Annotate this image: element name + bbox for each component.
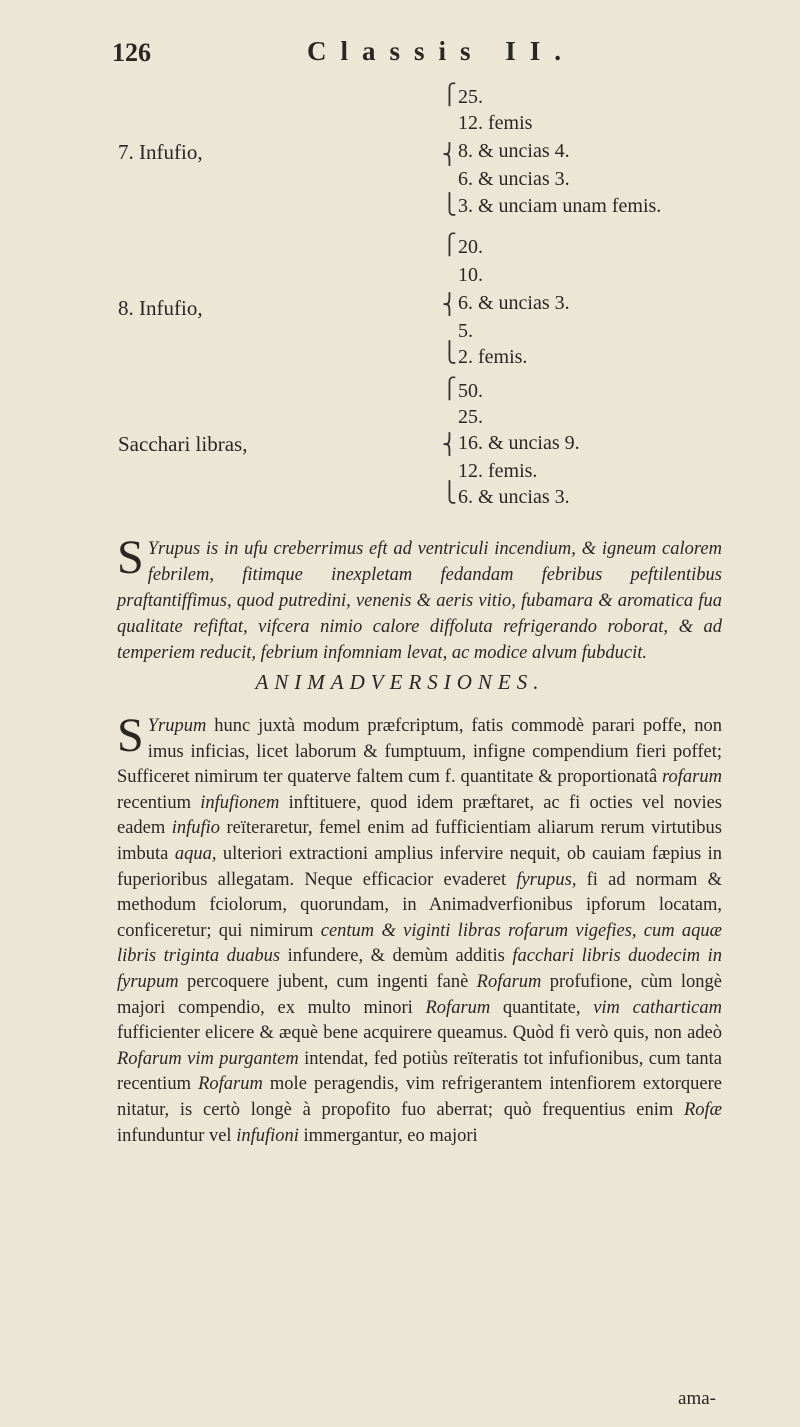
recipe-line: 2. femis. (458, 346, 528, 368)
text-run: intendat, fed potiùs reïteratis tot infufionibus, cum tanta recentium (117, 1048, 722, 1095)
italic-run: fyrupus, (516, 869, 577, 890)
italic-run: Yrupum (147, 716, 207, 736)
recipe-label: 7. Infufio, (118, 140, 203, 164)
text-run: percoquere jubent, cum ingenti fanè (178, 971, 477, 992)
recipe-line: 6. & uncias 3. (458, 168, 570, 190)
recipe-line: 16. & uncias 9. (458, 432, 580, 454)
brace-bottom: ⎩ (442, 482, 457, 504)
recipe-line: 12. femis. (458, 460, 538, 482)
text-run: profufione, cùm longè majori compendio, ex multo minori (117, 971, 722, 1018)
italic-run: Rofarum (425, 997, 491, 1018)
italic-run: infufio (171, 818, 221, 839)
drop-cap: S (117, 709, 144, 762)
text-run: recentium (117, 792, 201, 813)
italic-run: facchari libris duodecim in fyrupum (117, 946, 722, 992)
italic-run: Rofæ (683, 1099, 722, 1120)
brace-bottom: ⎩ (442, 342, 457, 364)
text-run: fufficienter elicere & æquè bene acquirere queamus. Quòd fi verò quis, non adeò (117, 1023, 722, 1044)
brace-mid: ⎨ (442, 294, 457, 316)
recipe-line: 25. (458, 406, 483, 428)
italic-run: Rofarum (198, 1074, 263, 1095)
italic-run: vim catharticam (593, 997, 722, 1018)
text-run: reïteraretur, femel enim ad fufficientiam aliarum rerum virtutibus imbuta (117, 818, 722, 864)
recipe-line: 5. (458, 320, 473, 342)
recipe-line: 6. & uncias 3. (458, 486, 570, 508)
section-title: ANIMADVERSIONES. (255, 670, 545, 694)
recipe-line: 10. (458, 264, 483, 286)
text-run: hunc juxtà modum præfcriptum, fatis commodè parari poffe, non imus inficias, licet laborum & fumptuum, infigne compendium fieri poffet; Sufficeret nimirum ter quaterve faltem cum f. quantitate & proportionatâ (117, 716, 722, 788)
brace-top: ⎧ (442, 378, 457, 400)
text-run: infundere, & demùm additis (280, 946, 513, 967)
recipe-line: 6. & uncias 3. (458, 292, 570, 314)
brace-bottom: ⎩ (442, 194, 457, 216)
recipe-line: 3. & unciam unam femis. (458, 195, 662, 217)
italic-run: Rofarum (476, 971, 542, 992)
brace-mid: ⎨ (442, 144, 457, 166)
italic-run: aqua, (174, 843, 217, 864)
running-title: Classis II. (307, 36, 576, 66)
text-run: quantitate, (490, 997, 594, 1018)
paragraph-text: Yrupus is in ufu creberrimus eft ad ventriculi incendium, & igneum calorem febrilem, fitimque inexpletam fedandam febribus peftilentibus praftantiffimus, quod putredini, venenis & aeris vitio, fubamara & aromatica fua qualitate refiftat, vifcera nimio calore diffoluta refrigerando roborat, & ad temperiem reducit, febrium infomniam levat, ac modice alvum fubducit. (117, 539, 722, 663)
italic-run: centum & viginti libras rofarum vigefies, cum aquæ libris triginta duabus (117, 920, 723, 967)
page-header (112, 38, 732, 78)
text-run: mole peragendis, vim refrigerantem intenfiorem extorquere nitatur, is certò longè à propofito fuo aberrat; quò frequentius enim (117, 1074, 722, 1120)
recipe-line: 50. (458, 380, 483, 402)
text-run: immergantur, eo majori (298, 1125, 478, 1146)
recipe-line: 12. femis (458, 112, 533, 134)
paragraph-text (117, 709, 723, 1146)
brace-top: ⎧ (442, 234, 457, 256)
animadversiones-paragraph (117, 709, 723, 1149)
text-run: ulteriori extractioni amplius infervire nequit, ob cauiam fæpius in fuperioribus allegatam. Neque efficacior evaderet (117, 843, 723, 890)
text-run: infunduntur vel (117, 1125, 237, 1146)
drop-cap: S (117, 531, 144, 584)
description-paragraph (117, 531, 722, 666)
brace-mid: ⎨ (442, 434, 457, 456)
recipe-label: Sacchari libras, (118, 432, 248, 456)
italic-run: Rofarum vim purgantem (117, 1048, 299, 1069)
catchword: ama- (678, 1388, 716, 1409)
recipe-line: 25. (458, 86, 483, 108)
text-run: inftituere, quod idem præftaret, ac fi octies vel novies eadem (117, 792, 723, 839)
recipe-line: 20. (458, 236, 483, 258)
text-run: fi ad normam & methodum fciolorum, quorundam, in Animadverfionibus ipforum locatam, conficeretur; qui nimirum (117, 869, 722, 941)
brace-top: ⎧ (442, 84, 457, 106)
recipe-line: 8. & uncias 4. (458, 140, 570, 162)
italic-run: infufioni (236, 1125, 299, 1146)
page-number: 126 (112, 38, 151, 67)
recipe-label: 8. Infufio, (118, 296, 203, 320)
italic-run: infufionem (200, 792, 280, 813)
italic-run: rofarum (662, 767, 722, 788)
